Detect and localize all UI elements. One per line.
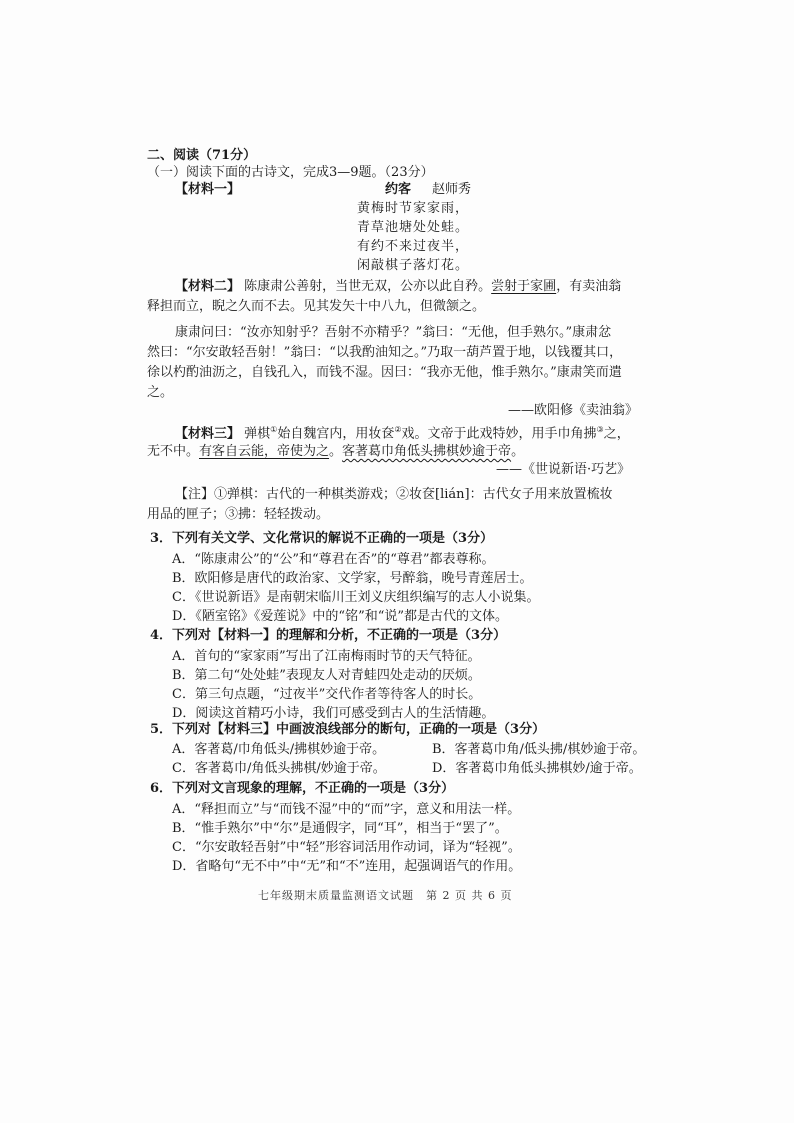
q5-option-d: D．客著葛巾角低头拂棋妙/逾于帝。 bbox=[432, 761, 642, 776]
material3-line bbox=[175, 422, 630, 442]
poem-author: 赵师秀 bbox=[432, 182, 472, 197]
wavy-underlined-phrase: 客著葛巾角低头拂棋妙逾于帝 bbox=[342, 444, 512, 459]
question-5-stem: 5．下列对【材料三】中画波浪线部分的断句，正确的一项是（3分） bbox=[150, 722, 546, 737]
q5-option-b: B．客著葛巾角/低头拂/棋妙逾于帝。 bbox=[432, 742, 646, 757]
underlined-phrase: 有客自云能，帝使为之 bbox=[199, 444, 330, 459]
poem-line: 闲敲棋子落灯花。 bbox=[357, 258, 470, 273]
section-heading: 二、阅读（71分） bbox=[147, 148, 257, 163]
notes-line: 用品的匣子；③拂：轻轻拨动。 bbox=[147, 507, 330, 522]
underlined-phrase: 尝射于家圃 bbox=[491, 279, 557, 294]
material2-line: 释担而立，睨之久而不去。见其发矢十中八九，但微颔之。 bbox=[147, 299, 486, 314]
material2-line: 之。 bbox=[147, 385, 174, 400]
q6-option-c: C．“尔安敢轻吾射”中“轻”形容词活用作动词，译为“轻视”。 bbox=[172, 840, 521, 855]
page-footer: 七年级期末质量监测语文试题 第 2 页 共 6 页 bbox=[258, 889, 513, 902]
q6-option-a: A．“释担而立”与“而钱不湿”中的“而”字，意义和用法一样。 bbox=[172, 802, 521, 817]
note-marker: ① bbox=[270, 425, 278, 434]
material1-label: 【材料一】 bbox=[175, 182, 241, 197]
poem-line: 黄梅时节家家雨， bbox=[357, 201, 470, 216]
question-6-stem: 6．下列对文言现象的理解，不正确的一项是（3分） bbox=[150, 781, 455, 796]
material2-text: 陈康肃公善射，当世无双，公亦以此自矜。 bbox=[244, 279, 492, 294]
material2-label: 【材料二】 bbox=[175, 279, 241, 294]
question-3-stem: 3．下列有关文学、文化常识的解说不正确的一项是（3分） bbox=[150, 531, 494, 546]
note-marker: ② bbox=[394, 425, 402, 434]
notes-line: 【注】①弹棋：古代的一种棋类游戏；②妆奁[lián]：古代女子用来放置梳妆 bbox=[175, 487, 613, 502]
material2-line: 徐以杓酌油沥之，自钱孔入，而钱不湿。因曰：“我亦无他，惟手熟尔。”康肃笑而遣 bbox=[147, 365, 622, 380]
material2-source: ——欧阳修《卖油翁》 bbox=[508, 403, 639, 418]
question-4-stem: 4．下列对【材料一】的理解和分析，不正确的一项是（3分） bbox=[150, 628, 507, 643]
material3-line bbox=[147, 444, 524, 460]
q5-option-c: C．客著葛巾/角低头拂棋/妙逾于帝。 bbox=[172, 761, 386, 776]
material3-text: 戏。文帝于此戏特妙，用手巾角拂 bbox=[401, 426, 597, 442]
material2-line bbox=[175, 279, 621, 295]
q4-option-a: A．首句的“家家雨”写出了江南梅雨时节的天气特征。 bbox=[172, 649, 481, 664]
material3-text: 始自魏宫内，用妆奁 bbox=[277, 426, 395, 442]
q6-option-d: D．省略句“无不中”中“无”和“不”连用，起强调语气的作用。 bbox=[172, 859, 522, 874]
material3-text: 之， bbox=[603, 426, 630, 442]
q4-option-b: B．第二句“处处蛙”表现友人对青蛙四处走动的厌烦。 bbox=[172, 668, 481, 683]
material2-line: 康肃问曰：“汝亦知射乎？吾射不亦精乎？”翁曰：“无他，但手熟尔。”康肃忿 bbox=[175, 325, 612, 340]
material3-text: 无不中。 bbox=[147, 444, 200, 459]
poem-line: 有约不来过夜半， bbox=[357, 239, 470, 254]
q3-option-b: B．欧阳修是唐代的政治家、文学家，号醉翁，晚号青莲居士。 bbox=[172, 571, 533, 586]
material3-text: 弹棋 bbox=[244, 426, 271, 442]
material2-line: 然曰：“尔安敢轻吾射！”翁曰：“以我酌油知之。”乃取一葫芦置于地，以钱覆其口， bbox=[147, 345, 623, 360]
note-marker: ③ bbox=[596, 425, 604, 434]
poem-line: 青草池塘处处蛙。 bbox=[357, 220, 470, 235]
material3-source: ——《世说新语·巧艺》 bbox=[496, 462, 631, 477]
material3-text: 。 bbox=[329, 444, 343, 459]
q5-option-a: A．客著葛/巾角低头/拂棋妙逾于帝。 bbox=[172, 742, 386, 757]
part1-intro: （一）阅读下面的古诗文，完成3—9题。（23分） bbox=[147, 165, 434, 180]
q4-option-c: C．第三句点题，“过夜半”交代作者等待客人的时长。 bbox=[172, 687, 482, 702]
q3-option-c: C．《世说新语》是南朝宋临川王刘义庆组织编写的志人小说集。 bbox=[172, 590, 540, 605]
q3-option-a: A．“陈康肃公”的“公”和“尊君在否”的“尊君”都表尊称。 bbox=[172, 552, 495, 567]
q6-option-b: B．“惟手熟尔”中“尔”是通假字，同“耳”，相当于“罢了”。 bbox=[172, 821, 508, 836]
q4-option-d: D．阅读这首精巧小诗，我们可感受到古人的生活情趣。 bbox=[172, 706, 495, 721]
poem-title: 约客 bbox=[385, 182, 412, 197]
material2-text: ，有卖油翁 bbox=[556, 279, 622, 294]
material3-text: 。 bbox=[511, 444, 525, 459]
q3-option-d: D．《陋室铭》《爱莲说》中的“铭”和“说”都是古代的文体。 bbox=[172, 609, 509, 624]
material3-label: 【材料三】 bbox=[175, 426, 241, 442]
